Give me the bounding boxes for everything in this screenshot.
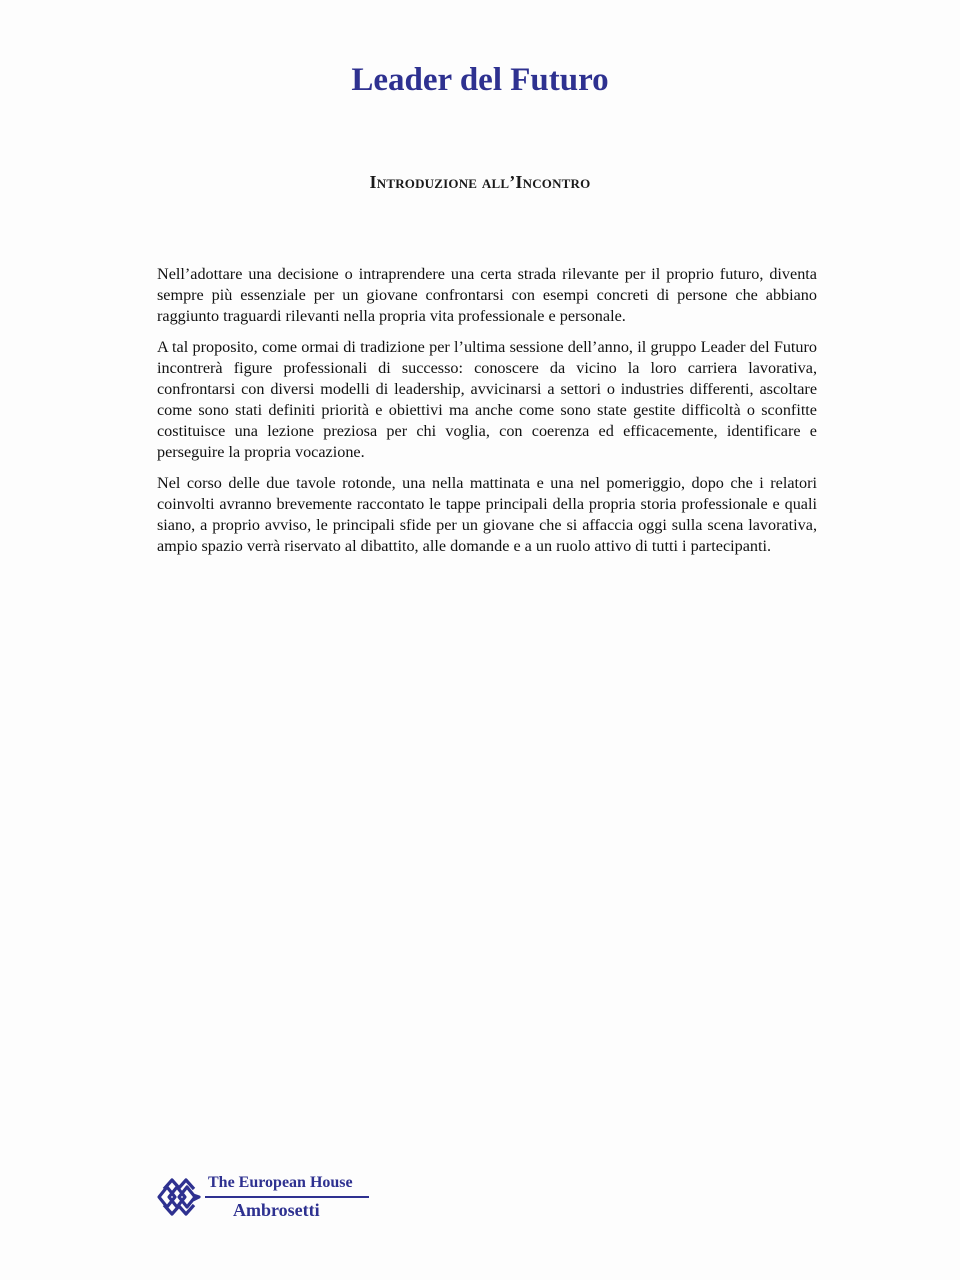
logo-text-line1: The European House: [208, 1174, 353, 1191]
paragraph: Nel corso delle due tavole rotonde, una nella mattinata e una nel pomeriggio, dopo che i relatori coinvolti avranno brevemente raccontato le tappe principali della propria storia professionale e quali siano, a proprio avviso, le principali sfide per un giovane che si affaccia oggi sulla scena lavorativa, ampio spazio verrà riservato al dibattito, alle domande e a un ruolo attivo di tutti i partecipanti.: [157, 474, 817, 555]
ambrosetti-logo-icon: [155, 1176, 203, 1218]
footer-logo: [155, 1172, 375, 1222]
paragraph: A tal proposito, come ormai di tradizione per l’ultima sessione dell’anno, il gruppo Leader del Futuro incontrerà figure professionali di successo: conoscere da vicino la loro carriera lavorativa, confrontarsi con diversi modelli di leadership, avvicinarsi a settori o industries differenti, ascoltare come sono stati definiti priorità e obiettivi ma anche come sono state gestite difficoltà o sconfitte costituisce una lezione preziosa per chi voglia, con coerenza ed efficacemente, identificare e perseguire la propria vocazione.: [157, 338, 817, 461]
body-text: [157, 264, 817, 567]
page-title: Leader del Futuro: [351, 62, 609, 98]
page-subtitle: Introduzione all’Incontro: [369, 172, 591, 192]
logo-text-line2: Ambrosetti: [233, 1200, 320, 1220]
logo-divider: [205, 1196, 369, 1198]
paragraph: Nell’adottare una decisione o intraprendere una certa strada rilevante per il proprio futuro, diventa sempre più essenziale per un giovane confrontarsi con esempi concreti di persone che abbiano raggiunto traguardi rilevanti nella propria vita professionale e personale.: [157, 265, 817, 325]
